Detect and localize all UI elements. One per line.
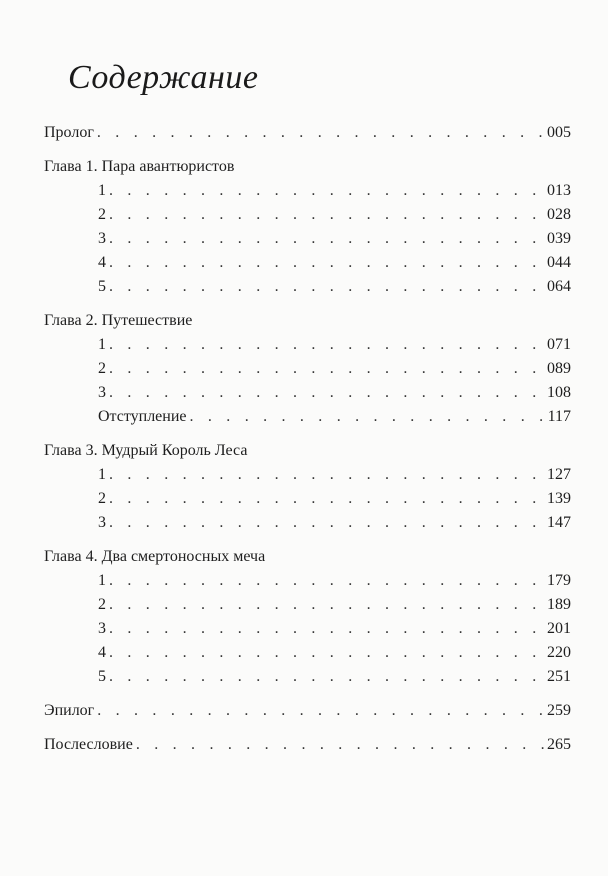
toc-entry-section <box>44 487 571 511</box>
toc-entry-section <box>44 275 571 299</box>
dot-leader <box>109 617 545 641</box>
toc-entry-label: 1 <box>98 336 106 353</box>
toc-page-number: 044 <box>547 254 571 271</box>
dot-leader <box>109 641 545 665</box>
toc-entry-label: Отступление <box>98 408 187 425</box>
toc-entry-section <box>44 511 571 535</box>
dot-leader <box>109 251 545 275</box>
toc-entry-label: 2 <box>98 206 106 223</box>
toc-entry-label: 3 <box>98 620 106 637</box>
toc-entry-section <box>44 381 571 405</box>
toc-entry-section <box>44 569 571 593</box>
toc-entry-label: 3 <box>98 230 106 247</box>
toc-entry-section <box>44 641 571 665</box>
dot-leader <box>109 511 545 535</box>
toc-entry-epilogue <box>44 699 571 723</box>
toc-group-prologue <box>44 121 571 145</box>
toc-entry-label: Пролог <box>44 124 94 141</box>
toc-page-number: 071 <box>547 336 571 353</box>
toc-group-chapter-2 <box>44 309 571 429</box>
dot-leader <box>109 179 545 203</box>
dot-leader <box>109 381 545 405</box>
dot-leader <box>109 593 545 617</box>
toc-entry-label: 5 <box>98 278 106 295</box>
toc-entry-section <box>44 665 571 689</box>
toc-page-number: 028 <box>547 206 571 223</box>
toc-page-number: 005 <box>547 124 571 141</box>
toc-entry-label: 1 <box>98 182 106 199</box>
dot-leader <box>109 227 545 251</box>
toc-entry-label: 2 <box>98 490 106 507</box>
chapter-title: Глава 1. Пара авантюристов <box>44 158 235 175</box>
toc-entry-section <box>44 203 571 227</box>
dot-leader <box>109 357 545 381</box>
toc-entry-label: 1 <box>98 466 106 483</box>
dot-leader <box>109 203 545 227</box>
dot-leader <box>97 121 545 145</box>
toc-entry-label: 4 <box>98 644 106 661</box>
dot-leader <box>109 665 545 689</box>
toc-page-number: 013 <box>547 182 571 199</box>
toc-page-number: 064 <box>547 278 571 295</box>
dot-leader <box>190 405 546 429</box>
toc-entry-section <box>44 333 571 357</box>
toc-page-number: 117 <box>547 408 571 425</box>
toc-entry-label: 3 <box>98 514 106 531</box>
toc-entry-section <box>44 251 571 275</box>
toc-page-number: 039 <box>547 230 571 247</box>
toc-group-afterword <box>44 733 571 757</box>
toc-entry-label: Послесловие <box>44 736 133 753</box>
chapter-title: Глава 2. Путешествие <box>44 312 193 329</box>
toc-entry-section <box>44 179 571 203</box>
dot-leader <box>109 275 545 299</box>
toc-entry-section <box>44 617 571 641</box>
toc-group-epilogue <box>44 699 571 723</box>
toc-group-chapter-1 <box>44 155 571 299</box>
toc-page-number: 179 <box>547 572 571 589</box>
toc-entry-section <box>44 405 571 429</box>
toc-page-number: 189 <box>547 596 571 613</box>
toc-entry-section <box>44 463 571 487</box>
toc-entry-label: 3 <box>98 384 106 401</box>
toc-page-number: 089 <box>547 360 571 377</box>
toc-page-number: 139 <box>547 490 571 507</box>
toc-entry-label: 2 <box>98 360 106 377</box>
chapter-title: Глава 4. Два смертоносных меча <box>44 548 266 565</box>
toc-entry-label: 2 <box>98 596 106 613</box>
dot-leader <box>136 733 545 757</box>
toc-entry-section <box>44 227 571 251</box>
toc-group-chapter-4 <box>44 545 571 689</box>
toc-entry-label: 4 <box>98 254 106 271</box>
toc-page-number: 259 <box>547 702 571 719</box>
toc-page-number: 108 <box>547 384 571 401</box>
toc-entry-label: Эпилог <box>44 702 95 719</box>
toc-group-chapter-3 <box>44 439 571 535</box>
table-of-contents <box>44 121 571 767</box>
dot-leader <box>97 699 545 723</box>
chapter-title: Глава 3. Мудрый Король Леса <box>44 442 248 459</box>
toc-entry-prologue <box>44 121 571 145</box>
toc-page-number: 127 <box>547 466 571 483</box>
dot-leader <box>109 333 545 357</box>
toc-page-number: 265 <box>547 736 571 753</box>
dot-leader <box>109 463 545 487</box>
toc-entry-label: 1 <box>98 572 106 589</box>
toc-entry-afterword <box>44 733 571 757</box>
dot-leader <box>109 569 545 593</box>
toc-page-number: 251 <box>547 668 571 685</box>
toc-entry-section <box>44 357 571 381</box>
page-title: Содержание <box>68 59 259 96</box>
toc-page-number: 220 <box>547 644 571 661</box>
toc-page-number: 147 <box>547 514 571 531</box>
toc-entry-label: 5 <box>98 668 106 685</box>
toc-page-number: 201 <box>547 620 571 637</box>
dot-leader <box>109 487 545 511</box>
toc-entry-section <box>44 593 571 617</box>
